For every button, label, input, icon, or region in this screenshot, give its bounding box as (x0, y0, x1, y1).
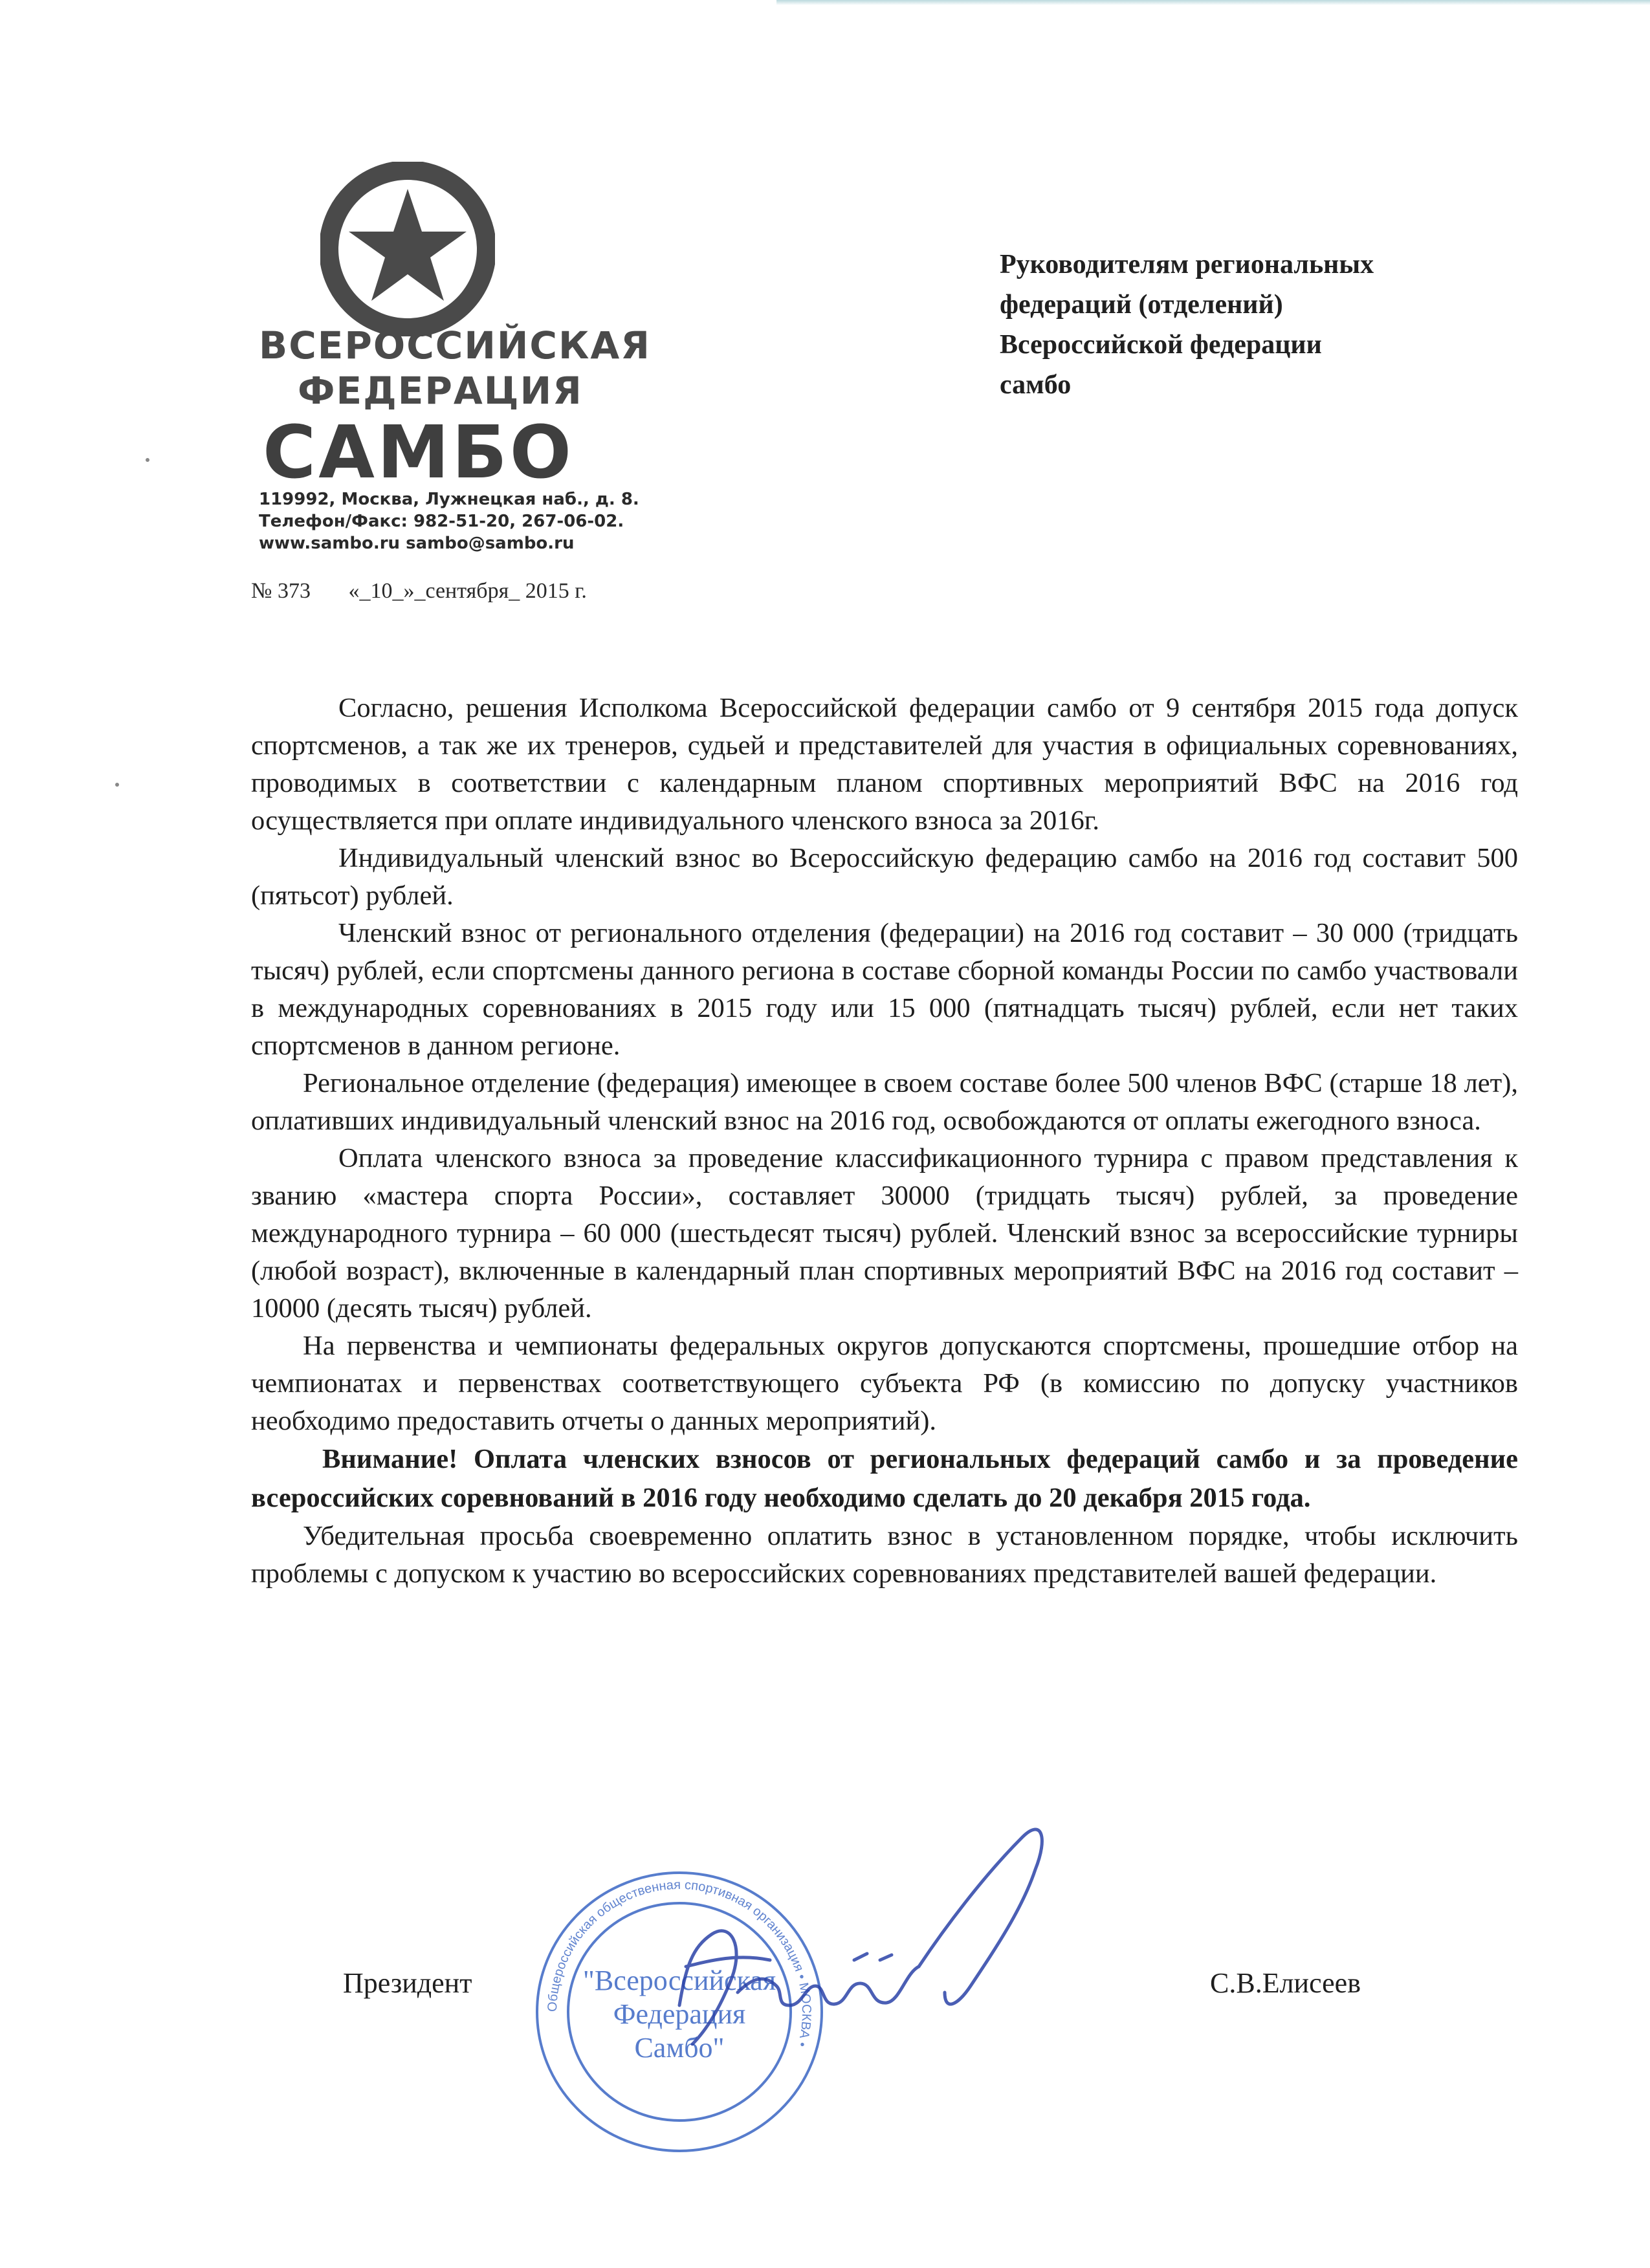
scan-edge (776, 0, 1650, 5)
body-paragraph: На первенства и чемпионаты федеральных округов допускаются спортсмены, прошедшие отбор на чемпионатах и первенствах соответствующего субъекта РФ (в комиссию по допуску участников необходимо предоставить отчеты о данных мероприятий). (251, 1331, 1518, 1436)
scan-speck (146, 458, 149, 462)
star-in-ring-icon (320, 162, 495, 336)
document-number: № 373 (251, 579, 311, 603)
address: 119992, Москва, Лужнецкая наб., д. 8. (259, 490, 639, 509)
letter-body (251, 690, 1518, 1593)
body-paragraph: Согласно, решения Исполкома Всероссийской федерации самбо от 9 сентября 2015 года допуск спортсменов, а так же их тренеров, судьей и представителей для участия в официальных соревнованиях, проводимых в соответствии с календарным планом спортивных мероприятий ВФС на 2016 год осуществляется при оплате индивидуального членского взноса за 2016г. (251, 693, 1518, 836)
letterhead-contacts (259, 488, 639, 554)
handwritten-signature (582, 1798, 1100, 2135)
document-reference (251, 579, 587, 604)
logo-text-line1: ВСЕРОССИЙСКАЯ (259, 323, 651, 367)
document-date: «_10_»_сентября_ 2015 г. (348, 579, 587, 603)
stamp-ring-text: Общероссийская общественная спортивная организация • МОСКВА • (545, 1877, 814, 2049)
addressee-line: Руководителям региональных (1000, 250, 1374, 279)
stamp-text-line2: Федерация (613, 1998, 746, 2030)
body-paragraph: Оплата членского взноса за проведение классификационного турнира с правом представления к званию «мастера спорта России», составляет 30000 (тридцать тысяч) рублей, за проведение международного турнира – 60 000 (шестьдесят тысяч) рублей. Членский взнос за всероссийские турниры (любой возраст), включенные в календарный план спортивных мероприятий ВФС на 2016 год составит – 10000 (десять тысяч) рублей. (251, 1143, 1518, 1324)
stamp-text-line1: "Всероссийская (582, 1965, 776, 1996)
addressee-line: Всероссийской федерации (1000, 330, 1322, 360)
phone: Телефон/Факс: 982-51-20, 267-06-02. (259, 512, 624, 531)
body-paragraph: Индивидуальный членский взнос во Всероссийскую федерацию самбо на 2016 год составит 500 (пятьсот) рублей. (251, 843, 1518, 911)
logo-text-line2: ФЕДЕРАЦИЯ (298, 369, 583, 413)
signatory-role: Президент (343, 1967, 472, 1999)
addressee-line: федераций (отделений) (1000, 290, 1283, 320)
addressee-line: самбо (1000, 370, 1072, 400)
stamp-text-line3: Самбо" (634, 2032, 725, 2064)
scan-speck (115, 783, 119, 787)
body-paragraph: Убедительная просьба своевременно оплатить взнос в установленном порядке, чтобы исключить проблемы с допуском к участию во всероссийских соревнованиях представителей вашей федерации. (251, 1521, 1518, 1589)
body-paragraph: Региональное отделение (федерация) имеющее в своем составе более 500 членов ВФС (старше 18 лет), оплативших индивидуальный членский взнос на 2016 год, освобождаются от оплаты ежегодного взноса. (251, 1068, 1518, 1136)
web-email: www.sambo.ru sambo@sambo.ru (259, 534, 575, 553)
body-paragraph: Членский взнос от регионального отделения (федерации) на 2016 год составит – 30 000 (тридцать тысяч) рублей, если спортсмены данного региона в составе сборной команды России по самбо участвовали в международных соревнованиях в 2015 году или 15 000 (пятнадцать тысяч) рублей, если нет таких спортсменов в данном регионе. (251, 918, 1518, 1061)
attention-paragraph: Внимание! Оплата членских взносов от региональных федераций самбо и за проведение всероссийских соревнований в 2016 году необходимо сделать до 20 декабря 2015 года. (251, 1444, 1518, 1513)
logo-text-line3: САМБО (263, 411, 574, 495)
addressee (1000, 245, 1374, 405)
signatory-name: С.В.Елисеев (1210, 1967, 1361, 1999)
